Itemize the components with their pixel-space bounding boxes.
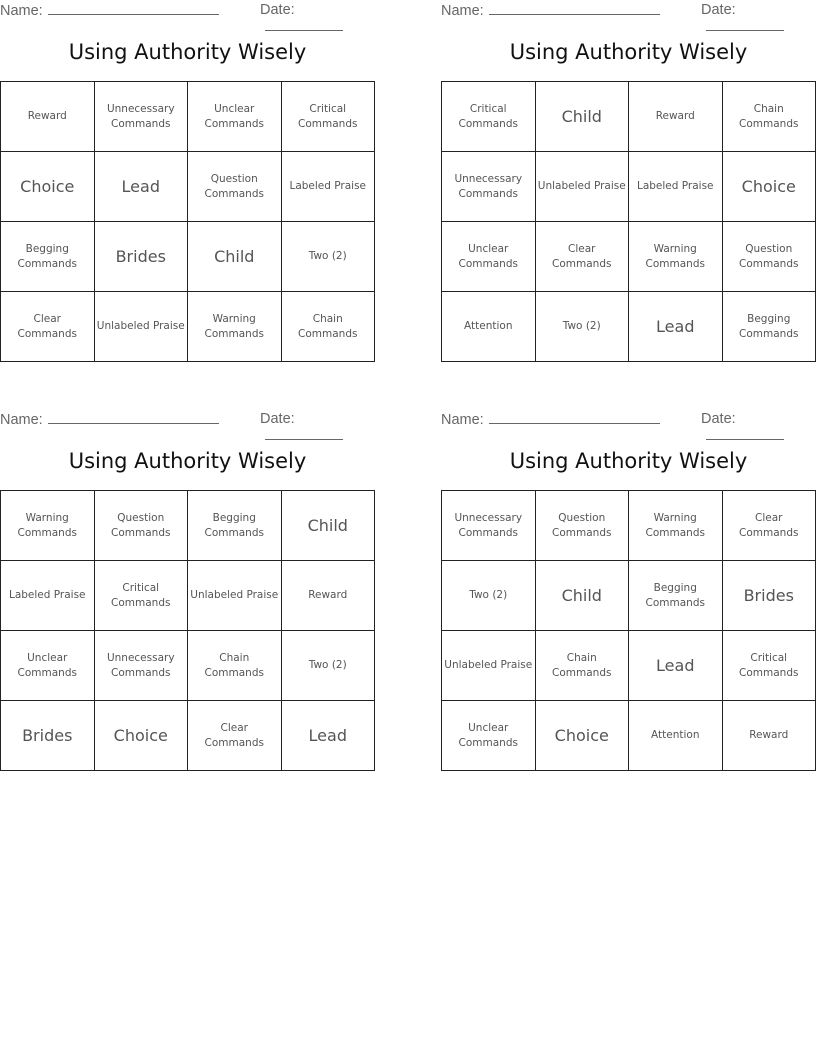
bingo-cell: Choice: [535, 701, 629, 771]
bingo-cell: Child: [188, 222, 282, 292]
bingo-cell: Clear Commands: [722, 491, 816, 561]
date-label: Date:: [701, 2, 736, 18]
grid-row: [1, 292, 375, 362]
date-field: [701, 2, 816, 35]
card-title: Using Authority Wisely: [509, 449, 748, 473]
date-field: [260, 411, 375, 444]
bingo-cell: Chain Commands: [188, 631, 282, 701]
bingo-cell: Lead: [281, 701, 375, 771]
bingo-cell: Reward: [281, 561, 375, 631]
bingo-cell: Child: [535, 82, 629, 152]
bingo-cell: Two (2): [281, 631, 375, 701]
bingo-cell: Unclear Commands: [442, 701, 536, 771]
bingo-cell: Chain Commands: [281, 292, 375, 362]
bingo-cell: Unlabeled Praise: [94, 292, 188, 362]
date-line: [706, 427, 784, 440]
bingo-cell: Unnecessary Commands: [442, 491, 536, 561]
name-label: Name:: [441, 412, 484, 428]
bingo-cell: Labeled Praise: [1, 561, 95, 631]
bingo-cell: Unlabeled Praise: [188, 561, 282, 631]
bingo-cell: Begging Commands: [629, 561, 723, 631]
bingo-cell: Clear Commands: [1, 292, 95, 362]
grid-row: [1, 152, 375, 222]
name-label: Name:: [0, 3, 43, 19]
bingo-cell: Brides: [1, 701, 95, 771]
bingo-cell: Clear Commands: [188, 701, 282, 771]
bingo-cell: Lead: [629, 292, 723, 362]
bingo-cell: Clear Commands: [535, 222, 629, 292]
bingo-cell: Begging Commands: [1, 222, 95, 292]
card-header: [441, 409, 816, 431]
bingo-cell: Begging Commands: [188, 491, 282, 561]
bingo-cell: Lead: [629, 631, 723, 701]
bingo-cell: Labeled Praise: [629, 152, 723, 222]
bingo-cell: Two (2): [442, 561, 536, 631]
bingo-cell: Begging Commands: [722, 292, 816, 362]
bingo-grid: [441, 81, 816, 362]
name-label: Name:: [441, 3, 484, 19]
bingo-cell: Reward: [629, 82, 723, 152]
grid-row: [442, 561, 816, 631]
grid-row: [442, 701, 816, 771]
grid-row: [442, 292, 816, 362]
bingo-cell: Unlabeled Praise: [442, 631, 536, 701]
grid-row: [1, 491, 375, 561]
date-line: [265, 427, 343, 440]
bingo-cell: Unnecessary Commands: [94, 631, 188, 701]
grid-row: [1, 701, 375, 771]
bingo-grid: [0, 490, 375, 771]
date-label: Date:: [260, 2, 295, 18]
bingo-cell: Unclear Commands: [1, 631, 95, 701]
bingo-cell: Attention: [629, 701, 723, 771]
bingo-cell: Critical Commands: [94, 561, 188, 631]
bingo-cell: Warning Commands: [1, 491, 95, 561]
card-header: [441, 0, 816, 22]
bingo-cell: Warning Commands: [188, 292, 282, 362]
grid-row: [442, 152, 816, 222]
card-header: [0, 409, 375, 431]
bingo-card: [0, 0, 375, 362]
card-title: Using Authority Wisely: [68, 449, 307, 473]
bingo-cell: Critical Commands: [442, 82, 536, 152]
bingo-cell: Critical Commands: [281, 82, 375, 152]
bingo-cell: Reward: [722, 701, 816, 771]
card-header: [0, 0, 375, 22]
name-line: [489, 2, 660, 15]
bingo-cell: Warning Commands: [629, 222, 723, 292]
bingo-cell: Unclear Commands: [188, 82, 282, 152]
bingo-cell: Critical Commands: [722, 631, 816, 701]
date-line: [706, 18, 784, 31]
bingo-cell: Unclear Commands: [442, 222, 536, 292]
bingo-cell: Brides: [94, 222, 188, 292]
bingo-cell: Labeled Praise: [281, 152, 375, 222]
bingo-cell: Chain Commands: [722, 82, 816, 152]
bingo-cell: Question Commands: [722, 222, 816, 292]
bingo-cell: Warning Commands: [629, 491, 723, 561]
name-field: [0, 411, 219, 428]
bingo-cell: Brides: [722, 561, 816, 631]
date-label: Date:: [701, 411, 736, 427]
bingo-grid: [441, 490, 816, 771]
bingo-cell: Question Commands: [94, 491, 188, 561]
bingo-cell: Question Commands: [535, 491, 629, 561]
bingo-cell: Child: [535, 561, 629, 631]
date-field: [701, 411, 816, 444]
bingo-cell: Lead: [94, 152, 188, 222]
bingo-cell: Choice: [94, 701, 188, 771]
bingo-cell: Attention: [442, 292, 536, 362]
bingo-cell: Two (2): [535, 292, 629, 362]
card-title: Using Authority Wisely: [509, 40, 748, 64]
name-line: [48, 411, 219, 424]
card-title: Using Authority Wisely: [68, 40, 307, 64]
bingo-cell: Question Commands: [188, 152, 282, 222]
bingo-card: [0, 409, 375, 771]
bingo-grid: [0, 81, 375, 362]
name-field: [441, 2, 660, 19]
bingo-cell: Unlabeled Praise: [535, 152, 629, 222]
name-line: [48, 2, 219, 15]
bingo-cell: Choice: [1, 152, 95, 222]
bingo-cell: Child: [281, 491, 375, 561]
grid-row: [442, 82, 816, 152]
bingo-cell: Two (2): [281, 222, 375, 292]
date-line: [265, 18, 343, 31]
bingo-card: [441, 0, 816, 362]
grid-row: [442, 222, 816, 292]
date-label: Date:: [260, 411, 295, 427]
bingo-card: [441, 409, 816, 771]
grid-row: [442, 631, 816, 701]
name-line: [489, 411, 660, 424]
grid-row: [1, 222, 375, 292]
bingo-cell: Reward: [1, 82, 95, 152]
bingo-cell: Chain Commands: [535, 631, 629, 701]
grid-row: [1, 631, 375, 701]
grid-row: [1, 561, 375, 631]
date-field: [260, 2, 375, 35]
bingo-cell: Unnecessary Commands: [442, 152, 536, 222]
bingo-cell: Choice: [722, 152, 816, 222]
name-label: Name:: [0, 412, 43, 428]
name-field: [0, 2, 219, 19]
grid-row: [442, 491, 816, 561]
grid-row: [1, 82, 375, 152]
name-field: [441, 411, 660, 428]
bingo-cell: Unnecessary Commands: [94, 82, 188, 152]
